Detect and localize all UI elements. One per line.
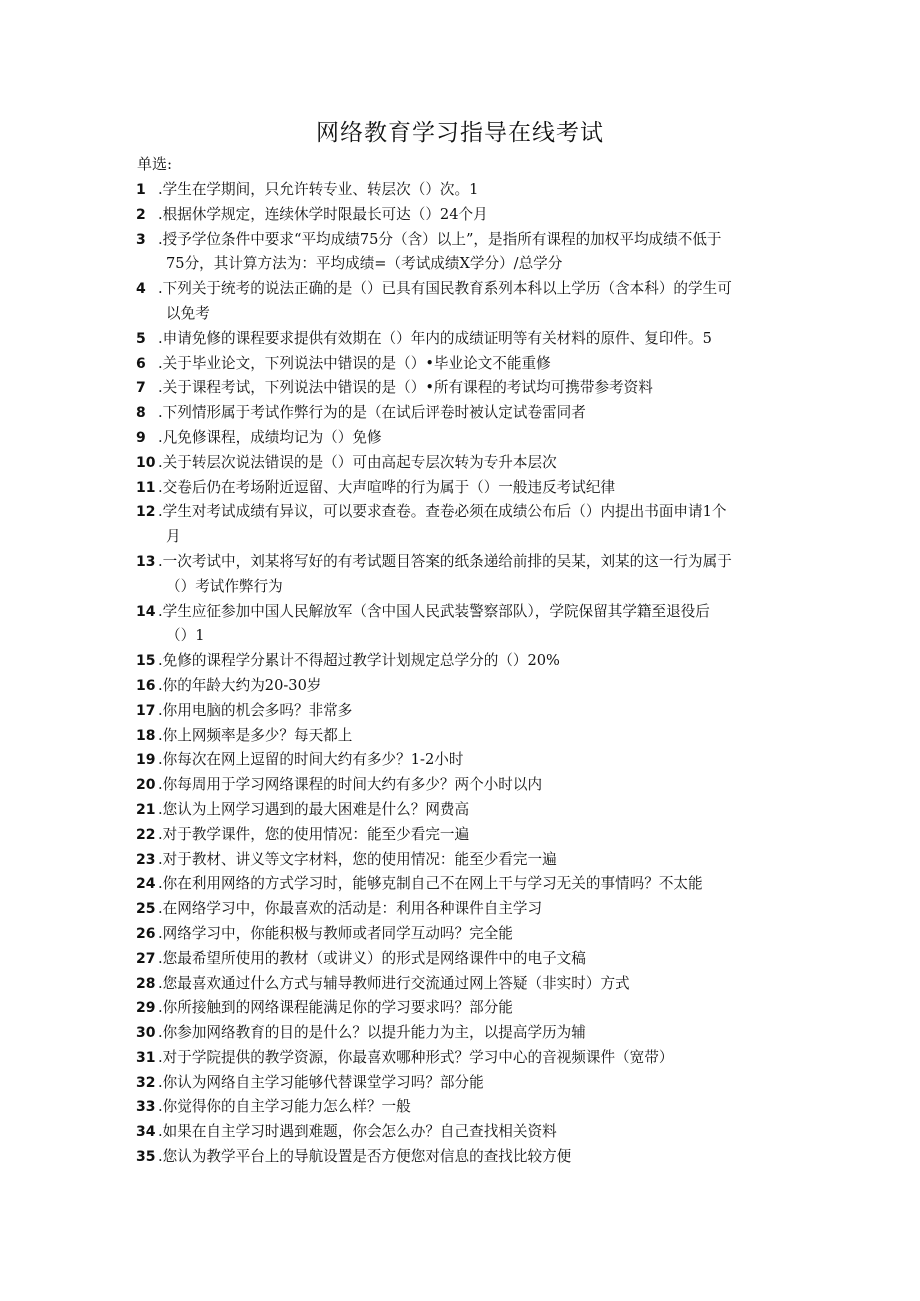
- question-number: 11: [136, 479, 156, 496]
- question-item: [136, 724, 796, 749]
- question-number: 16: [136, 677, 156, 694]
- question-item: [136, 1095, 796, 1120]
- question-item: [136, 426, 796, 451]
- question-text: .下列情形属于考试作弊行为的是（在试后评卷时被认定试卷雷同者: [158, 404, 586, 422]
- question-item: [136, 352, 796, 377]
- question-text: .凡免修课程，成绩均记为（）免修: [158, 428, 382, 446]
- question-item: [136, 897, 796, 922]
- question-text: .关于毕业论文，下列说法中错误的是（）•毕业论文不能重修: [158, 354, 551, 372]
- question-number: 5: [136, 330, 146, 347]
- question-text: .你在利用网络的方式学习时，能够克制自己不在网上干与学习无关的事情吗？不太能: [158, 875, 703, 893]
- question-number: 10: [136, 454, 156, 471]
- question-item: [136, 1145, 796, 1170]
- question-number: 31: [136, 1049, 156, 1066]
- question-item: [136, 773, 796, 798]
- question-number: 15: [136, 653, 156, 670]
- question-item: [136, 178, 796, 203]
- question-text: .对于教材、讲义等文字材料，您的使用情况：能至少看完一遍: [158, 850, 557, 868]
- question-number: 35: [136, 1149, 156, 1166]
- question-number: 22: [136, 826, 156, 843]
- question-number: 30: [136, 1025, 156, 1042]
- question-item: [136, 649, 796, 674]
- question-text: .您认为上网学习遇到的最大困难是什么？网费高: [158, 800, 470, 818]
- question-number: 34: [136, 1124, 156, 1141]
- question-text: .学生应征参加中国人民解放军（含中国人民武装警察部队），学院保留其学籍至退役后: [158, 602, 710, 620]
- question-text-continued: （）考试作弊行为: [166, 577, 283, 595]
- question-item: [136, 699, 796, 724]
- question-number: 33: [136, 1099, 156, 1116]
- question-text: .你认为网络自主学习能够代替课堂学习吗？部分能: [158, 1073, 484, 1091]
- question-text: .你上网频率是多少？每天都上: [158, 726, 353, 744]
- question-text: .如果在自主学习时遇到难题，你会怎么办？自己查找相关资料: [158, 1123, 557, 1141]
- question-number: 24: [136, 876, 156, 893]
- question-number: 13: [136, 553, 156, 570]
- question-text: .你每周用于学习网络课程的时间大约有多少？两个小时以内: [158, 776, 543, 794]
- question-text: .在网络学习中，你最喜欢的活动是：利用各种课件自主学习: [158, 900, 543, 918]
- question-text: .网络学习中，你能积极与教师或者同学互动吗？完全能: [158, 924, 513, 942]
- question-item: [136, 922, 796, 947]
- question-number: 20: [136, 777, 156, 794]
- question-item: [136, 1071, 796, 1096]
- question-text: .学生在学期间，只允许转专业、转层次（）次。1: [158, 181, 479, 198]
- question-text-continued: 75分，其计算方法为：平均成绩=（考试成绩X学分）/总学分: [166, 255, 563, 273]
- question-item: [136, 996, 796, 1021]
- question-number: 7: [136, 380, 146, 397]
- page-title: 网络教育学习指导在线考试: [316, 120, 604, 146]
- question-number: 1: [136, 182, 146, 198]
- question-text: .对于学院提供的教学资源，你最喜欢哪种形式？学习中心的音视频课件（宽带）: [158, 1048, 674, 1066]
- question-item: [136, 872, 796, 897]
- question-number: 21: [136, 801, 156, 818]
- question-number: 18: [136, 727, 156, 744]
- question-number: 28: [136, 975, 156, 992]
- question-number: 8: [136, 405, 146, 422]
- question-text: .授予学位条件中要求“平均成绩75分（含）以上”，是指所有课程的加权平均成绩不低于: [158, 230, 722, 248]
- question-text: .关于转层次说法错误的是（）可由高起专层次转为专升本层次: [158, 453, 557, 471]
- question-text-continued: 月: [166, 528, 181, 546]
- question-text: .申请免修的课程要求提供有效期在（）年内的成绩证明等有关材料的原件、复印件。5: [158, 329, 712, 347]
- question-text: .您最喜欢通过什么方式与辅导教师进行交流通过网上答疑（非实时）方式: [158, 974, 630, 992]
- question-text: .您最希望所使用的教材（或讲义）的形式是网络课件中的电子文稿: [158, 949, 586, 967]
- question-number: 26: [136, 925, 156, 942]
- question-text: .根据休学规定，连续休学时限最长可达（）24个月: [158, 205, 488, 223]
- question-item: [136, 203, 796, 228]
- section-label: 单选:: [137, 155, 173, 173]
- question-text: .你的年龄大约为20-30岁: [158, 676, 322, 694]
- question-item: [136, 600, 796, 650]
- question-item: [136, 1046, 796, 1071]
- question-text: .你每次在网上逗留的时间大约有多少？1-2小时: [158, 751, 464, 769]
- question-text: .你参加网络教育的目的是什么？以提升能力为主，以提高学历为辅: [158, 1024, 586, 1042]
- question-number: 4: [136, 281, 146, 298]
- question-number: 3: [136, 231, 146, 248]
- question-item: [136, 550, 796, 600]
- question-number: 29: [136, 1000, 156, 1017]
- question-item: [136, 798, 796, 823]
- question-text-continued: （）1: [166, 627, 205, 645]
- question-item: [136, 1120, 796, 1145]
- question-number: 27: [136, 950, 156, 967]
- question-text: .免修的课程学分累计不得超过教学计划规定总学分的（）20%: [158, 652, 560, 670]
- question-item: [136, 823, 796, 848]
- question-text: .对于教学课件，您的使用情况：能至少看完一遍: [158, 825, 470, 843]
- question-item: [136, 228, 796, 278]
- question-number: 6: [136, 355, 146, 372]
- question-item: [136, 401, 796, 426]
- question-item: [136, 327, 796, 352]
- question-item: [136, 748, 796, 773]
- question-item: [136, 500, 796, 550]
- question-item: [136, 277, 796, 327]
- question-number: 12: [136, 504, 156, 521]
- question-item: [136, 972, 796, 997]
- question-text: .您认为教学平台上的导航设置是否方便您对信息的查找比较方便: [158, 1148, 572, 1166]
- question-number: 2: [136, 206, 146, 223]
- question-text: .学生对考试成绩有异议，可以要求查卷。查卷必须在成绩公布后（）内提出书面申请1个: [158, 503, 727, 521]
- question-item: [136, 376, 796, 401]
- question-item: [136, 1021, 796, 1046]
- question-item: [136, 848, 796, 873]
- question-number: 23: [136, 851, 156, 868]
- question-text: .你所接触到的网络课程能满足你的学习要求吗？部分能: [158, 999, 513, 1017]
- question-item: [136, 947, 796, 972]
- question-list: [136, 178, 796, 1170]
- question-text: .关于课程考试，下列说法中错误的是（）•所有课程的考试均可携带参考资料: [158, 379, 653, 397]
- question-number: 17: [136, 702, 156, 719]
- question-text: .下列关于统考的说法正确的是（）已具有国民教育系列本科以上学历（含本科）的学生可: [158, 280, 732, 298]
- question-number: 19: [136, 752, 156, 769]
- question-number: 25: [136, 901, 156, 918]
- question-number: 9: [136, 429, 146, 446]
- question-text-continued: 以免考: [166, 304, 210, 322]
- question-text: .一次考试中，刘某将写好的有考试题目答案的纸条递给前排的吴某，刘某的这一行为属于: [158, 552, 732, 570]
- question-number: 32: [136, 1074, 156, 1091]
- question-text: .你用电脑的机会多吗？非常多: [158, 701, 353, 719]
- question-item: [136, 476, 796, 501]
- question-text: .交卷后仍在考场附近逗留、大声喧哗的行为属于（）一般违反考试纪律: [158, 478, 616, 496]
- question-text: .你觉得你的自主学习能力怎么样？一般: [158, 1098, 411, 1116]
- question-item: [136, 674, 796, 699]
- question-item: [136, 451, 796, 476]
- question-number: 14: [136, 603, 156, 620]
